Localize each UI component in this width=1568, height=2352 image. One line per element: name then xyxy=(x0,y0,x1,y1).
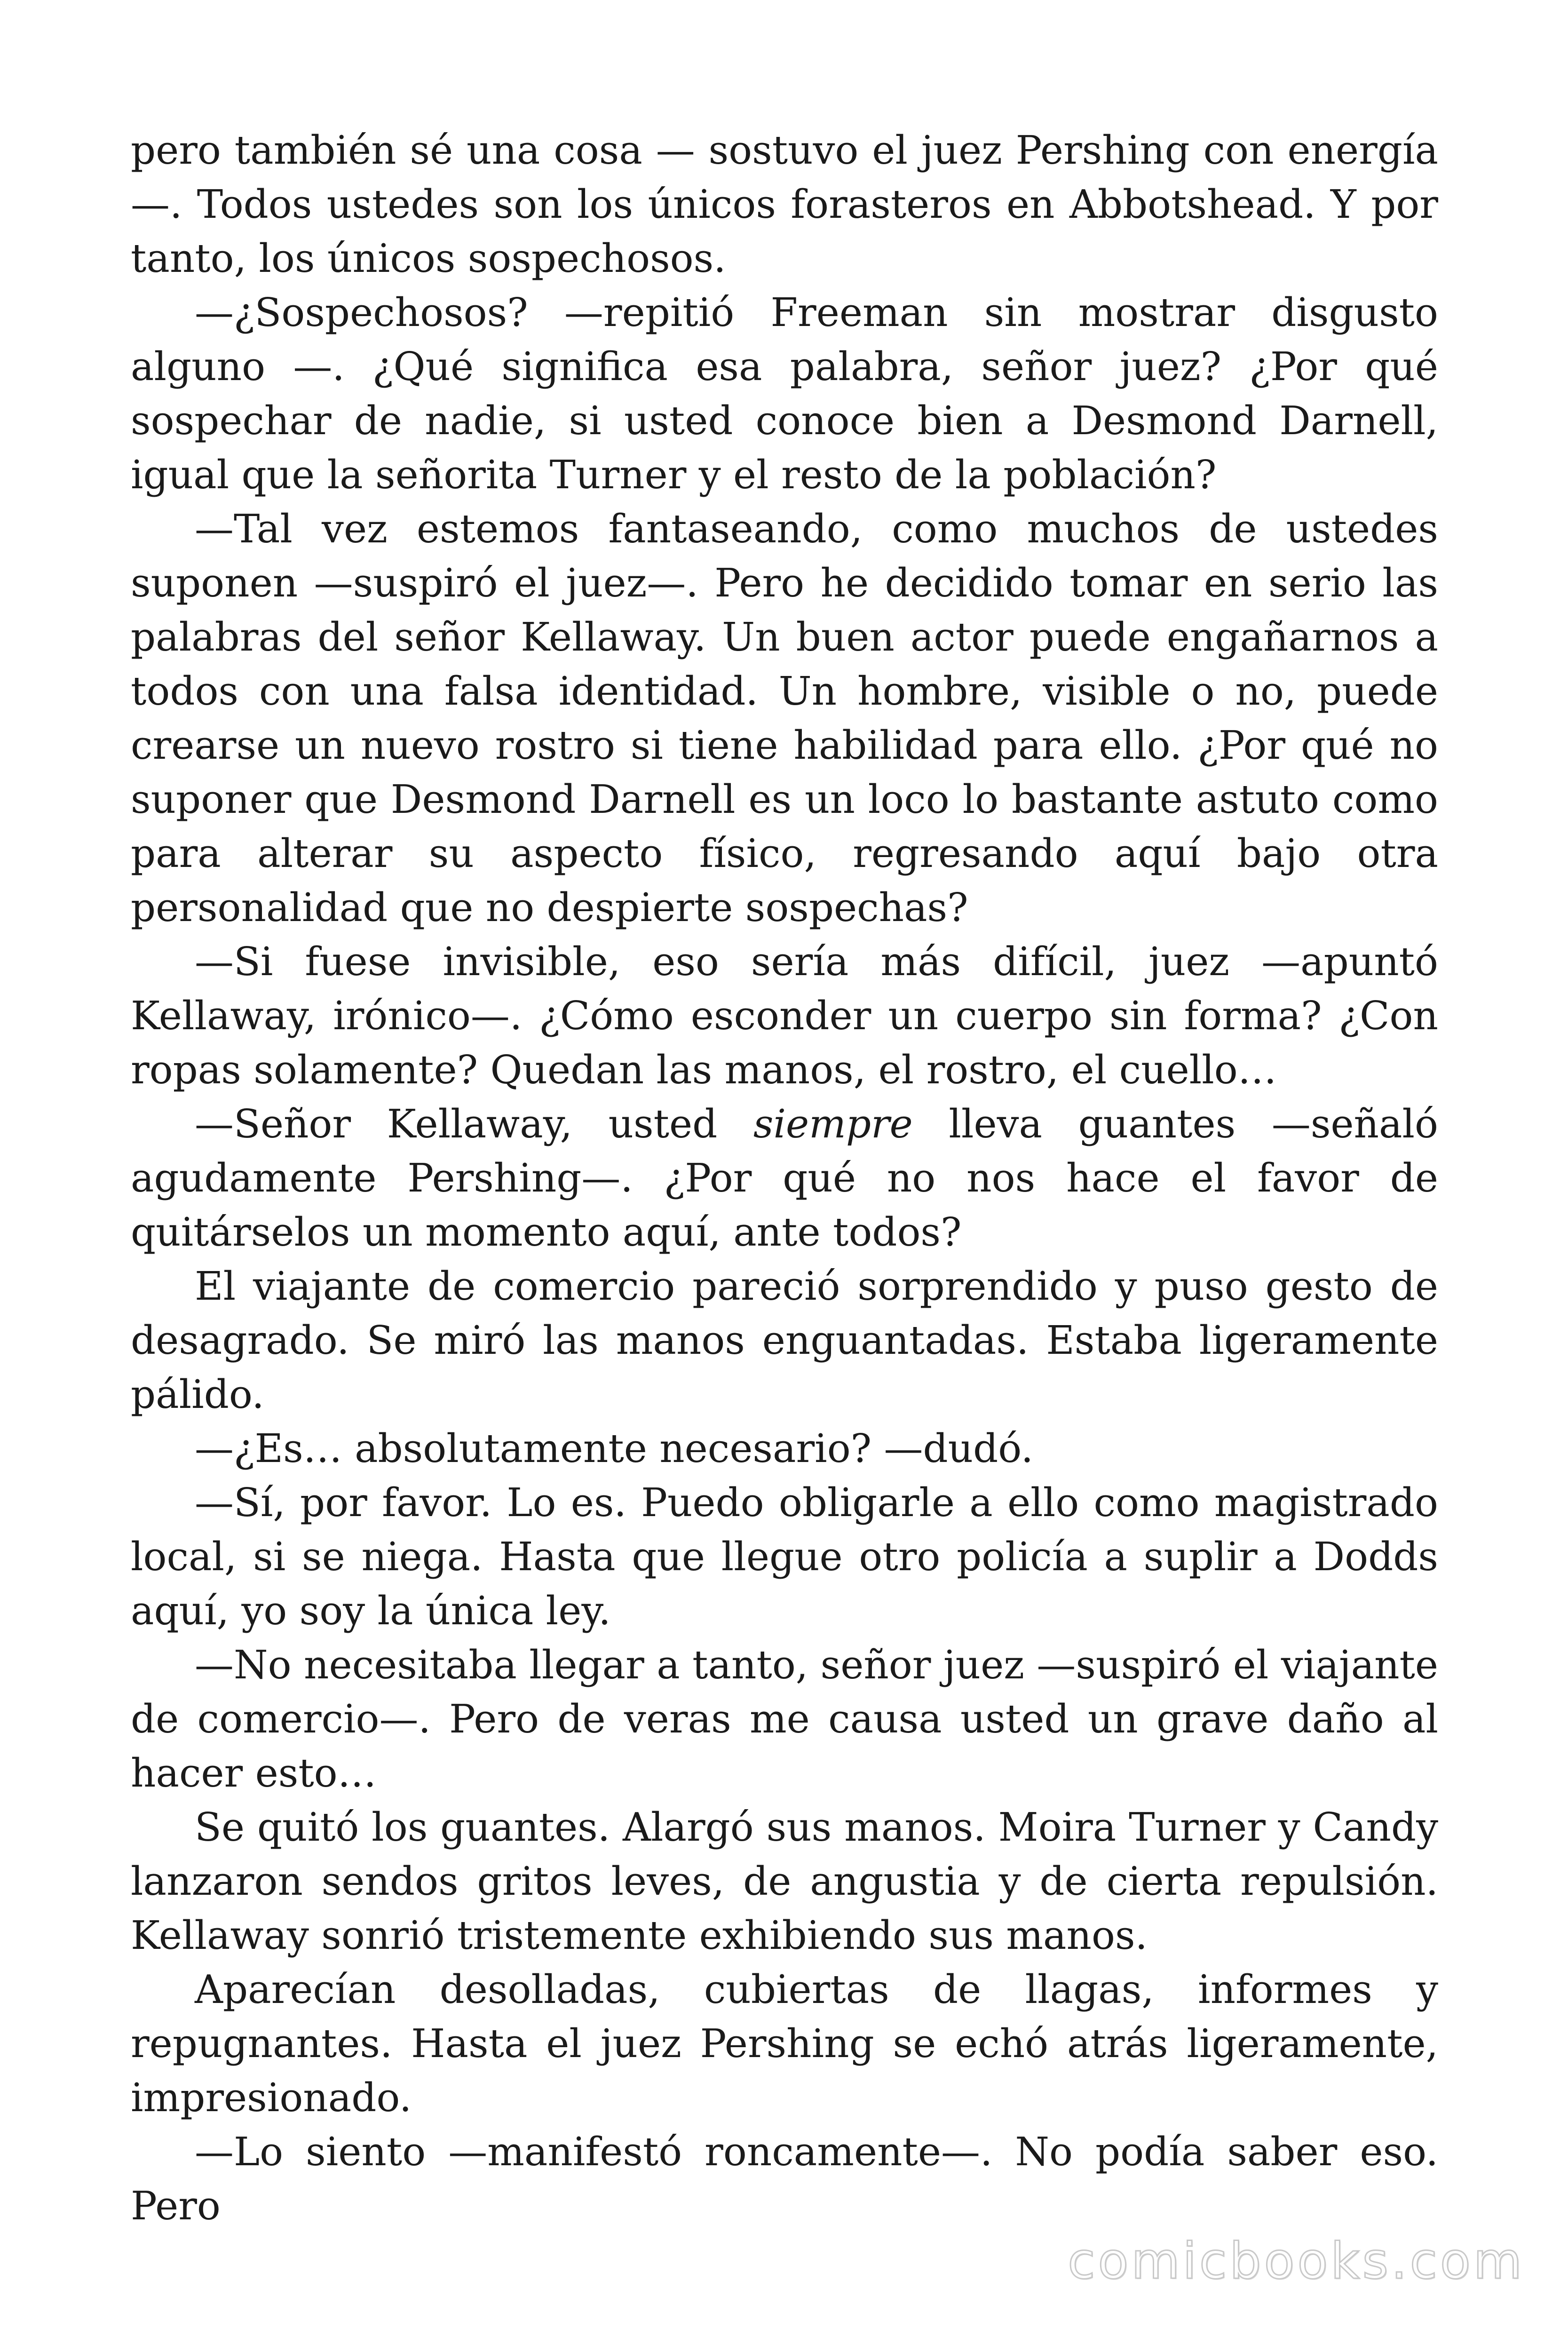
paragraph: El viajante de comercio pareció sorprendido y puso gesto de desagrado. Se miró las manos enguantadas. Estaba ligeramente pálido. xyxy=(131,1263,1438,1417)
paragraph-text: —Señor Kellaway, usted xyxy=(195,1101,753,1147)
emphasized-word: siempre xyxy=(753,1101,913,1147)
paragraph: —No necesitaba llegar a tanto, señor juez —suspiró el viajante de comercio—. Pero de veras me causa usted un grave daño al hacer esto… xyxy=(131,1642,1438,1796)
paragraph xyxy=(131,1097,1438,1259)
book-page xyxy=(131,123,1438,2233)
paragraph: —Si fuese invisible, eso sería más difícil, juez —apuntó Kellaway, irónico—. ¿Cómo esconder un cuerpo sin forma? ¿Con ropas solamente? Quedan las manos, el rostro, el cuello… xyxy=(131,939,1438,1093)
paragraph: —¿Sospechosos? —repitió Freeman sin mostrar disgusto alguno —. ¿Qué significa esa palabra, señor juez? ¿Por qué sospechar de nadie, si usted conoce bien a Desmond Darnell, igual que la señorita Turner y el resto de la población? xyxy=(131,290,1438,498)
paragraph: —Lo siento —manifestó roncamente—. No podía saber eso. Pero xyxy=(131,2129,1438,2229)
paragraph: —Tal vez estemos fantaseando, como muchos de ustedes suponen —suspiró el juez—. Pero he decidido tomar en serio las palabras del señor Kellaway. Un buen actor puede engañarnos a todos con una falsa identidad. Un hombre, visible o no, puede crearse un nuevo rostro si tiene habilidad para ello. ¿Por qué no suponer que Desmond Darnell es un loco lo bastante astuto como para alterar su aspecto físico, regresando aquí bajo otra personalidad que no despierte sospechas? xyxy=(131,506,1438,930)
paragraph: Se quitó los guantes. Alargó sus manos. Moira Turner y Candy lanzaron sendos gritos leves, de angustia y de cierta repulsión. Kellaway sonrió tristemente exhibiendo sus manos. xyxy=(131,1804,1438,1958)
paragraph: pero también sé una cosa — sostuvo el juez Pershing con energía—. Todos ustedes son los únicos forasteros en Abbotshead. Y por tanto, los únicos sospechosos. xyxy=(131,127,1438,281)
paragraph: —Sí, por favor. Lo es. Puedo obligarle a ello como magistrado local, si se niega. Hasta que llegue otro policía a suplir a Dodds aquí, yo soy la única ley. xyxy=(131,1480,1438,1634)
paragraph-text: lleva guantes —señaló agudamente Pershing—. ¿Por qué no nos hace el favor de quitárselos un momento aquí, ante todos? xyxy=(131,1101,1438,1255)
site-watermark: comicbooks.com xyxy=(1068,2232,1525,2290)
paragraph: Aparecían desolladas, cubiertas de llagas, informes y repugnantes. Hasta el juez Pershing se echó atrás ligeramente, impresionado. xyxy=(131,1967,1438,2121)
paragraph: —¿Es… absolutamente necesario? —dudó. xyxy=(195,1426,1034,1471)
